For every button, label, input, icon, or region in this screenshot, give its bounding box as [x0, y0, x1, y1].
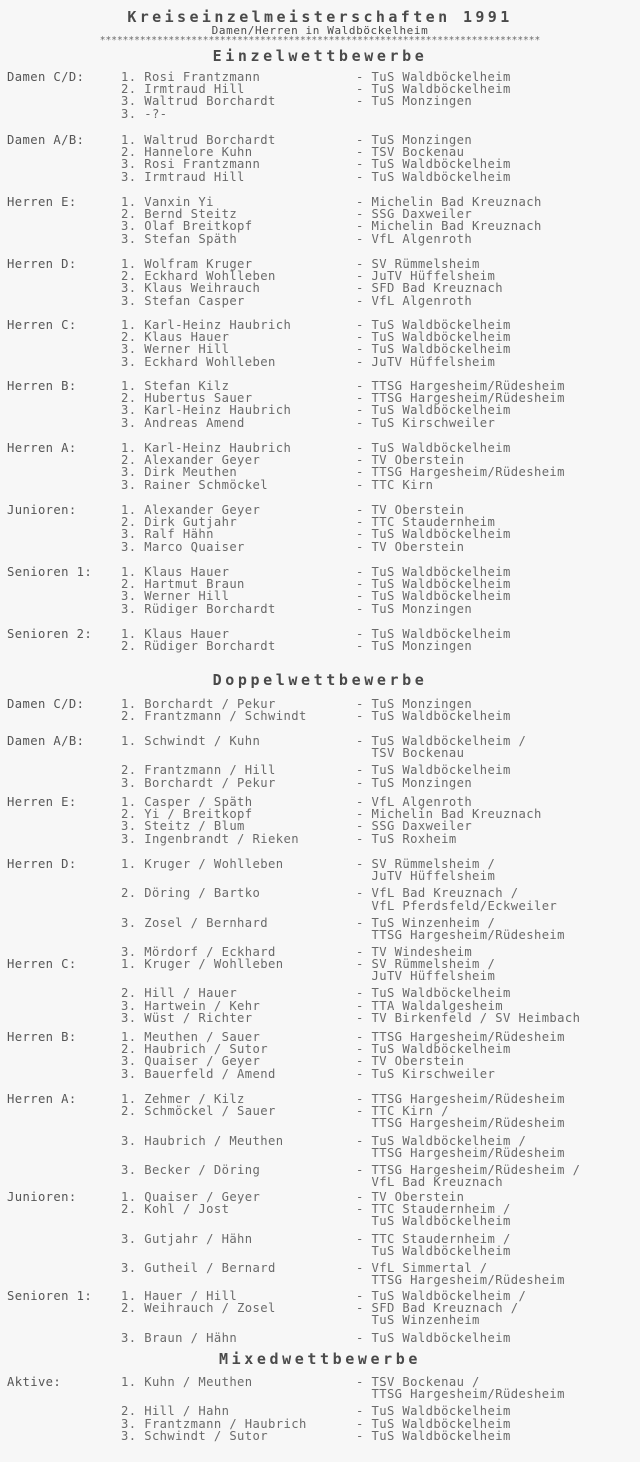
entry-player: 3. Ingenbrandt / Rieken	[121, 831, 299, 846]
entry-player: 3. Borchardt / Pekur	[121, 775, 276, 790]
category-label: Damen C/D:	[7, 70, 85, 84]
category-label: Herren A:	[7, 1092, 77, 1106]
entry-club: - TuS Waldböckelheim	[356, 565, 511, 579]
entry-player: 2. Döring / Bartko	[121, 886, 261, 901]
category-label: Herren C:	[7, 318, 77, 332]
entry-club: - TTSG Hargesheim/Rüdesheim /	[356, 1163, 581, 1177]
entry-club: - TuS Waldböckelheim	[356, 1404, 511, 1419]
entry-player: 3. Zosel / Bernhard	[121, 915, 269, 930]
entry-club: - SFD Bad Kreuznach	[356, 281, 504, 296]
entry-club: - TuS Waldböckelheim	[356, 330, 511, 345]
entry-club: - TV Oberstein	[356, 539, 465, 554]
entry-club: VfL Pferdsfeld/Eckweiler	[356, 898, 558, 913]
entry-club: - TuS Monzingen	[356, 94, 473, 109]
entry-player: 3. Werner Hill	[121, 589, 230, 604]
entry-player: 3. Gutjahr / Hähn	[121, 1231, 253, 1246]
entry-player: 1. Kuhn / Meuthen	[121, 1375, 253, 1389]
entry-club: - TuS Waldböckelheim	[356, 1042, 511, 1057]
entry-club: - TuS Monzingen	[356, 697, 473, 711]
entry-player: 1. Rosi Frantzmann	[121, 70, 261, 84]
entry-player: 3. Stefan Casper	[121, 293, 245, 308]
entry-player: 3. Stefan Späth	[121, 231, 238, 246]
entry-player: 2. Hannelore Kuhn	[121, 145, 253, 160]
entry-player: 1. Schwindt / Kuhn	[121, 734, 261, 748]
entry-club: - SV Rümmelsheim /	[356, 957, 496, 971]
entry-club: TuS Waldböckelheim	[356, 1243, 511, 1258]
category-label: Herren A:	[7, 441, 77, 455]
entry-player: 3. Dirk Meuthen	[121, 465, 238, 480]
category-label: Senioren 2:	[7, 627, 93, 641]
entry-club: TSV Bockenau	[356, 746, 465, 761]
entry-player: 3. Waltrud Borchardt	[121, 94, 276, 109]
entry-player: 3. Olaf Breitkopf	[121, 219, 253, 234]
entry-club: JuTV Hüffelsheim	[356, 869, 496, 884]
entry-player: 2. Hartmut Braun	[121, 577, 245, 592]
entry-player: 2. Alexander Geyer	[121, 453, 261, 468]
entry-club: - TuS Waldböckelheim	[356, 1330, 511, 1345]
entry-player: 1. Kruger / Wohlleben	[121, 957, 284, 971]
entry-player: 2. Schmöckel / Sauer	[121, 1104, 276, 1119]
entry-club: - TTSG Hargesheim/Rüdesheim	[356, 391, 565, 406]
entry-player: 2. Eckhard Wohlleben	[121, 269, 276, 284]
entry-club: - TTC Staudernheim /	[356, 1202, 511, 1217]
entry-player: 1. Kruger / Wohlleben	[121, 857, 284, 871]
entry-club: - SSG Daxweiler	[356, 207, 473, 222]
entry-player: 2. Dirk Gutjahr	[121, 515, 238, 530]
entry-player: 1. Waltrud Borchardt	[121, 133, 276, 147]
category-label: Herren D:	[7, 857, 77, 871]
entry-player: 1. Casper / Späth	[121, 795, 253, 809]
entry-player: 1. Alexander Geyer	[121, 503, 261, 517]
entry-club: - TuS Monzingen	[356, 775, 473, 790]
entry-club: - SSG Daxweiler	[356, 819, 473, 834]
entry-club: - TuS Monzingen	[356, 639, 473, 654]
entry-player: 2. Kohl / Jost	[121, 1202, 230, 1217]
entry-player: 3. Andreas Amend	[121, 415, 245, 430]
entry-player: 3. -?-	[121, 106, 168, 121]
entry-club: - TuS Waldböckelheim	[356, 157, 511, 172]
entry-club: - TuS Waldböckelheim	[356, 589, 511, 604]
category-label: Herren B:	[7, 379, 77, 393]
entry-club: - VfL Algenroth	[356, 231, 473, 246]
entry-club: - TuS Waldböckelheim	[356, 627, 511, 641]
entry-club: - Michelin Bad Kreuznach	[356, 195, 542, 209]
category-label: Herren E:	[7, 795, 77, 809]
entry-club: - TuS Waldböckelheim	[356, 1428, 511, 1443]
entry-club: - TTC Kirn	[356, 477, 434, 492]
entry-player: 3. Hartwein / Kehr	[121, 998, 261, 1013]
entry-player: 1. Stefan Kilz	[121, 379, 230, 393]
entry-player: 1. Klaus Hauer	[121, 627, 230, 641]
entry-club: - TSV Bockenau	[356, 145, 465, 160]
entry-player: 3. Rosi Frantzmann	[121, 157, 261, 172]
entry-player: 3. Karl-Heinz Haubrich	[121, 403, 292, 418]
entry-player: 3. Haubrich / Meuthen	[121, 1133, 284, 1148]
entry-player: 3. Werner Hill	[121, 342, 230, 357]
entry-club: TuS Winzenheim	[356, 1313, 480, 1328]
entry-club: TTSG Hargesheim/Rüdesheim	[356, 1116, 565, 1131]
entry-player: 3. Eckhard Wohlleben	[121, 354, 276, 369]
entry-club: - TuS Monzingen	[356, 601, 473, 616]
entry-club: - TuS Waldböckelheim	[356, 82, 511, 97]
entry-club: - TTC Kirn /	[356, 1104, 449, 1119]
category-label: Herren C:	[7, 957, 77, 971]
entry-club: TuS Waldböckelheim	[356, 1214, 511, 1229]
entry-player: 3. Schwindt / Sutor	[121, 1428, 269, 1443]
entry-club: - Michelin Bad Kreuznach	[356, 219, 542, 234]
entry-player: 2. Frantzmann / Hill	[121, 763, 276, 778]
page-subtitle: Damen/Herren in Waldböckelheim	[211, 24, 429, 37]
entry-club: - TuS Waldböckelheim	[356, 986, 511, 1001]
entry-player: 2. Klaus Hauer	[121, 330, 230, 345]
entry-club: VfL Bad Kreuznach	[356, 1175, 504, 1190]
category-label: Senioren 1:	[7, 565, 93, 579]
entry-player: 3. Marco Quaiser	[121, 539, 245, 554]
entry-player: 2. Weihrauch / Zosel	[121, 1301, 276, 1316]
entry-club: - TTSG Hargesheim/Rüdesheim	[356, 379, 565, 393]
entry-club: - TV Oberstein	[356, 503, 465, 517]
category-label: Herren B:	[7, 1030, 77, 1044]
category-label: Junioren:	[7, 503, 77, 517]
entry-player: 3. Braun / Hähn	[121, 1330, 238, 1345]
entry-club: - TuS Waldböckelheim /	[356, 734, 527, 748]
category-label: Damen A/B:	[7, 133, 85, 147]
entry-player: 3. Frantzmann / Haubrich	[121, 1416, 307, 1431]
entry-club: TTSG Hargesheim/Rüdesheim	[356, 1145, 565, 1160]
entry-club: - SV Rümmelsheim	[356, 257, 480, 271]
entry-player: 3. Rainer Schmöckel	[121, 477, 269, 492]
entry-club: - SFD Bad Kreuznach /	[356, 1301, 519, 1316]
entry-club: - TuS Waldböckelheim	[356, 709, 511, 724]
entry-club: - TuS Waldböckelheim	[356, 441, 511, 455]
entry-club: TTSG Hargesheim/Rüdesheim	[356, 928, 565, 942]
entry-club: - TTC Staudernheim /	[356, 1231, 511, 1246]
entry-player: 1. Karl-Heinz Haubrich	[121, 318, 292, 332]
entry-club: - TuS Waldböckelheim	[356, 342, 511, 357]
section-title: Mixedwettbewerbe	[218, 1350, 422, 1368]
category-label: Herren D:	[7, 257, 77, 271]
entry-club: - TV Oberstein	[356, 1054, 465, 1069]
entry-club: - TTSG Hargesheim/Rüdesheim	[356, 465, 565, 480]
entry-player: 3. Irmtraud Hill	[121, 169, 245, 184]
entry-player: 1. Borchardt / Pekur	[121, 697, 276, 711]
entry-player: 1. Zehmer / Kilz	[121, 1092, 245, 1106]
category-label: Junioren:	[7, 1190, 77, 1204]
entry-club: - TuS Waldböckelheim	[356, 318, 511, 332]
entry-club: - TuS Roxheim	[356, 831, 457, 846]
entry-club: - TuS Waldböckelheim	[356, 1416, 511, 1431]
page-title: Kreiseinzelmeisterschaften 1991	[127, 8, 513, 26]
entry-club: - TV Oberstein	[356, 453, 465, 468]
entry-club: - TTSG Hargesheim/Rüdesheim	[356, 1030, 565, 1044]
entry-player: 1. Karl-Heinz Haubrich	[121, 441, 292, 455]
entry-player: 3. Quaiser / Geyer	[121, 1054, 261, 1069]
entry-club: - Michelin Bad Kreuznach	[356, 807, 542, 822]
entry-club: TTSG Hargesheim/Rüdesheim	[356, 1273, 565, 1288]
entry-player: 3. Gutheil / Bernard	[121, 1261, 276, 1275]
entry-club: - TV Birkenfeld / SV Heimbach	[356, 1010, 581, 1025]
entry-club: - TuS Kirschweiler	[356, 415, 496, 430]
category-label: Senioren 1:	[7, 1289, 93, 1303]
entry-player: 2. Bernd Steitz	[121, 207, 238, 222]
entry-player: 3. Klaus Weihrauch	[121, 281, 261, 296]
entry-player: 2. Hubertus Sauer	[121, 391, 253, 406]
entry-club: - TV Windesheim	[356, 945, 473, 960]
entry-club: - TuS Waldböckelheim /	[356, 1289, 527, 1303]
entry-player: 1. Klaus Hauer	[121, 565, 230, 579]
entry-club: - TuS Waldböckelheim	[356, 527, 511, 542]
entry-club: - JuTV Hüffelsheim	[356, 269, 496, 284]
entry-club: - TuS Waldböckelheim	[356, 763, 511, 778]
entry-player: 1. Hauer / Hill	[121, 1289, 238, 1303]
entry-player: 2. Hill / Hahn	[121, 1404, 230, 1419]
entry-player: 3. Becker / Döring	[121, 1163, 261, 1177]
entry-player: 3. Rüdiger Borchardt	[121, 601, 276, 616]
entry-club: - TuS Waldböckelheim	[356, 169, 511, 184]
entry-player: 1. Meuthen / Sauer	[121, 1030, 261, 1044]
entry-club: - TuS Waldböckelheim	[356, 403, 511, 418]
entry-club: - VfL Algenroth	[356, 795, 473, 809]
category-label: Aktive:	[7, 1375, 62, 1389]
entry-club: - TuS Kirschweiler	[356, 1066, 496, 1081]
category-label: Damen C/D:	[7, 697, 85, 711]
entry-club: - TTA Waldalgesheim	[356, 998, 504, 1013]
entry-player: 2. Rüdiger Borchardt	[121, 639, 276, 654]
entry-club: - TuS Waldböckelheim /	[356, 1133, 527, 1148]
category-label: Herren E:	[7, 195, 77, 209]
section-title: Doppelwettbewerbe	[212, 671, 428, 689]
entry-club: - TTSG Hargesheim/Rüdesheim	[356, 1092, 565, 1106]
entry-player: 1. Vanxin Yi	[121, 195, 214, 209]
entry-club: - TuS Waldböckelheim	[356, 70, 511, 84]
entry-club: - TSV Bockenau /	[356, 1375, 480, 1389]
entry-club: - TuS Waldböckelheim	[356, 577, 511, 592]
entry-club: TTSG Hargesheim/Rüdesheim	[356, 1387, 565, 1402]
entry-club: JuTV Hüffelsheim	[356, 969, 496, 984]
entry-club: - TuS Winzenheim /	[356, 915, 496, 930]
entry-club: - TV Oberstein	[356, 1190, 465, 1204]
entry-player: 3. Mördorf / Eckhard	[121, 945, 276, 960]
section-title: Einzelwettbewerbe	[212, 47, 428, 65]
entry-player: 1. Quaiser / Geyer	[121, 1190, 261, 1204]
entry-player: 2. Frantzmann / Schwindt	[121, 709, 307, 724]
entry-player: 2. Hill / Hauer	[121, 986, 238, 1001]
entry-player: 1. Wolfram Kruger	[121, 257, 253, 271]
category-label: Damen A/B:	[7, 734, 85, 748]
entry-player: 3. Ralf Hähn	[121, 527, 214, 542]
entry-club: - TuS Monzingen	[356, 133, 473, 147]
entry-club: - TTC Staudernheim	[356, 515, 496, 530]
entry-club: - VfL Bad Kreuznach /	[356, 886, 519, 901]
entry-player: 3. Wüst / Richter	[121, 1010, 253, 1025]
entry-player: 3. Steitz / Blum	[121, 819, 245, 834]
entry-player: 2. Haubrich / Sutor	[121, 1042, 269, 1057]
star-divider: *****************************************************************************	[99, 35, 541, 46]
entry-club: - SV Rümmelsheim /	[356, 857, 496, 871]
entry-player: 2. Yi / Breitkopf	[121, 807, 253, 822]
entry-club: - VfL Simmertal /	[356, 1261, 488, 1275]
entry-club: - VfL Algenroth	[356, 293, 473, 308]
entry-player: 3. Bauerfeld / Amend	[121, 1066, 276, 1081]
entry-club: - JuTV Hüffelsheim	[356, 354, 496, 369]
entry-player: 2. Irmtraud Hill	[121, 82, 245, 97]
